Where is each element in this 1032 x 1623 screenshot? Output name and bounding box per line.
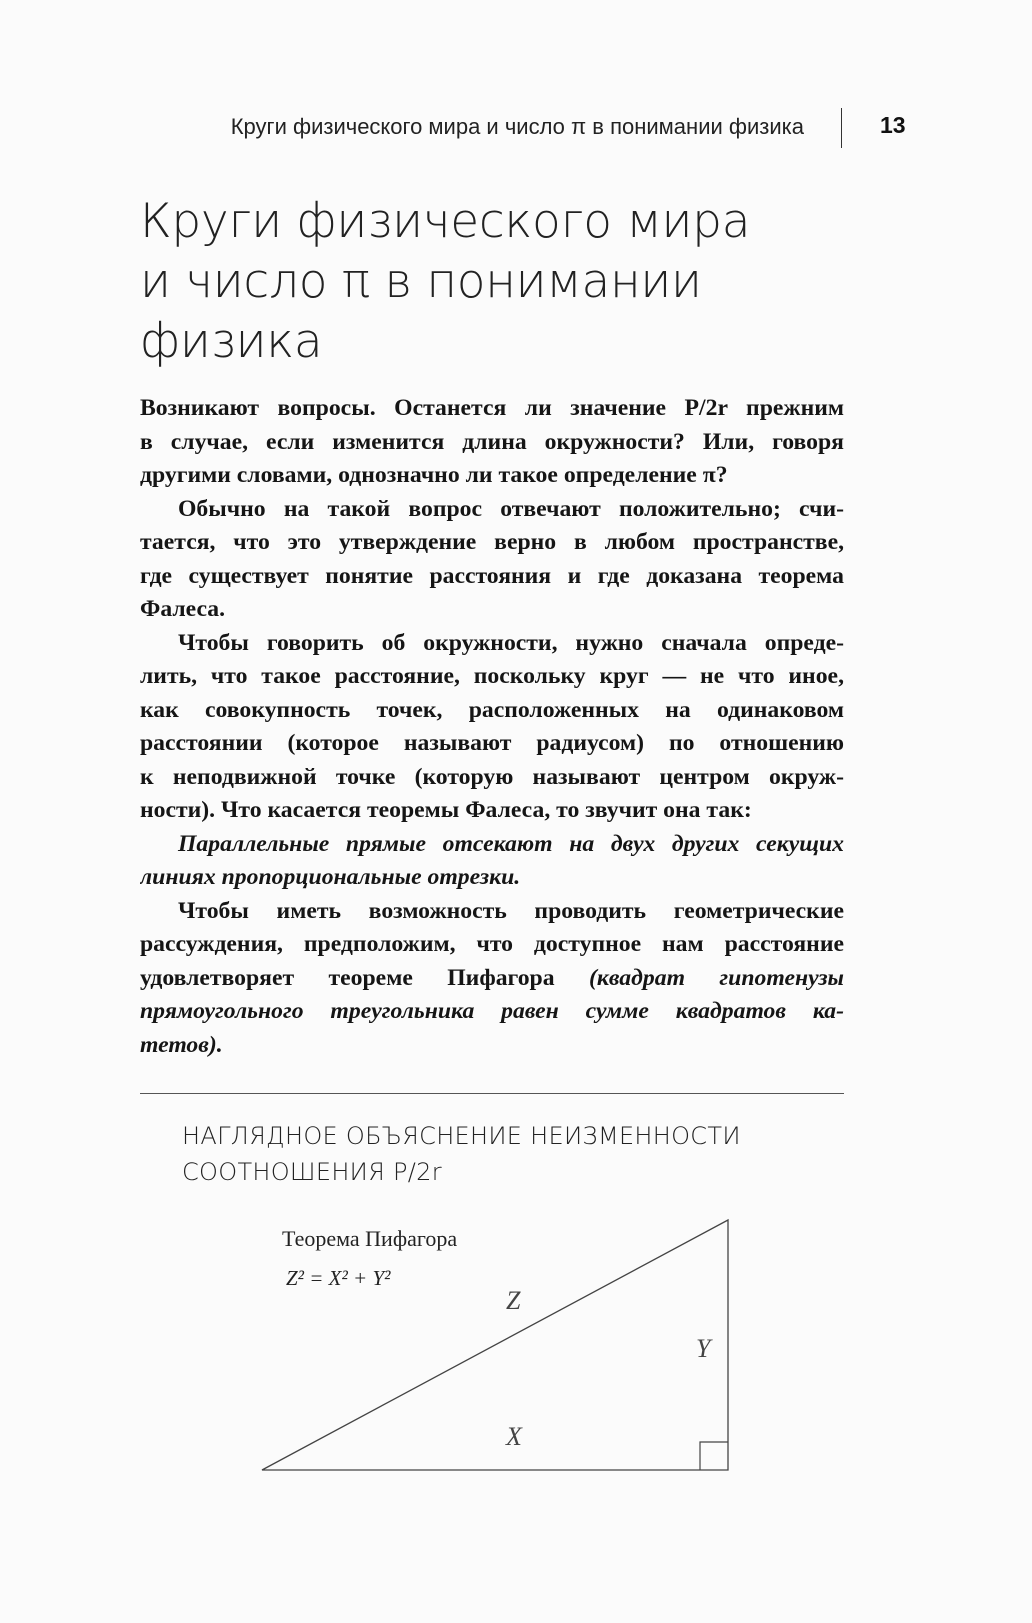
text-line: Возникают вопросы. Останется ли значение P/2r прежним <box>140 395 844 421</box>
chapter-title-line: и число π в понимании <box>140 254 702 309</box>
box-heading-line: СООТНОШЕНИЯ P/2r <box>182 1158 442 1186</box>
text-line: тетов). <box>140 1031 223 1058</box>
body-text <box>140 392 844 1062</box>
label-y: Y <box>696 1334 711 1363</box>
running-head <box>0 108 1032 148</box>
chapter-title <box>140 192 880 372</box>
text-segment-italic: (квадрат гипотенузы <box>588 964 844 991</box>
text-line <box>140 962 844 996</box>
running-head-divider <box>841 108 842 148</box>
right-angle-marker <box>700 1442 728 1470</box>
text-line: тается, что это утверждение верно в любом пространстве, <box>140 529 844 555</box>
text-line: ности). Что касается теоремы Фалеса, то звучит она так: <box>140 797 752 823</box>
chapter-title-line: Круги физического мира <box>140 194 751 249</box>
text-line: Чтобы говорить об окружности, нужно сначала опреде- <box>178 629 844 656</box>
text-line: к неподвижной точке (которую называют центром окруж- <box>140 763 844 790</box>
text-line: Чтобы иметь возможность проводить геометрические <box>178 897 844 924</box>
right-triangle <box>262 1220 728 1470</box>
text-line: в случае, если изменится длина окружности? Или, говоря <box>140 428 844 455</box>
label-z: Z <box>506 1286 521 1315</box>
theorem-text-line: Параллельные прямые отсекают на двух других секущих <box>178 830 844 857</box>
text-line: где существует понятие расстояния и где доказана теорема <box>140 562 844 589</box>
running-title: Круги физического мира и число π в понимании физика <box>230 114 804 139</box>
box-heading-line: НАГЛЯДНОЕ ОБЪЯСНЕНИЕ НЕИЗМЕННОСТИ <box>182 1122 741 1150</box>
text-line: расстоянии (которое называют радиусом) по отношению <box>140 730 844 756</box>
text-line: прямоугольного треугольника равен сумме квадратов ка- <box>140 998 844 1024</box>
text-line: Фалеса. <box>140 596 226 622</box>
pythagoras-formula: Z² = X² + Y² <box>286 1266 391 1290</box>
text-line: Обычно на такой вопрос отвечают положительно; счи- <box>178 495 844 522</box>
box-heading <box>182 1118 842 1190</box>
pythagoras-figure <box>260 1210 780 1500</box>
text-line: другими словами, однозначно ли такое определение π? <box>140 462 728 488</box>
text-line: как совокупность точек, расположенных на одинаковом <box>140 696 844 723</box>
theorem-text-line: линиях пропорциональные отрезки. <box>140 864 521 890</box>
text-line: рассуждения, предположим, что доступное нам расстояние <box>140 931 844 957</box>
text-segment: удовлетворяет теореме Пифагора <box>140 964 555 991</box>
page-number: 13 <box>880 112 906 138</box>
label-x: X <box>506 1422 522 1451</box>
chapter-title-line: физика <box>140 314 323 369</box>
box-top-rule <box>140 1093 844 1094</box>
text-line: лить, что такое расстояние, поскольку круг — не что иное, <box>140 663 844 689</box>
figure-caption: Теорема Пифагора <box>282 1226 458 1251</box>
